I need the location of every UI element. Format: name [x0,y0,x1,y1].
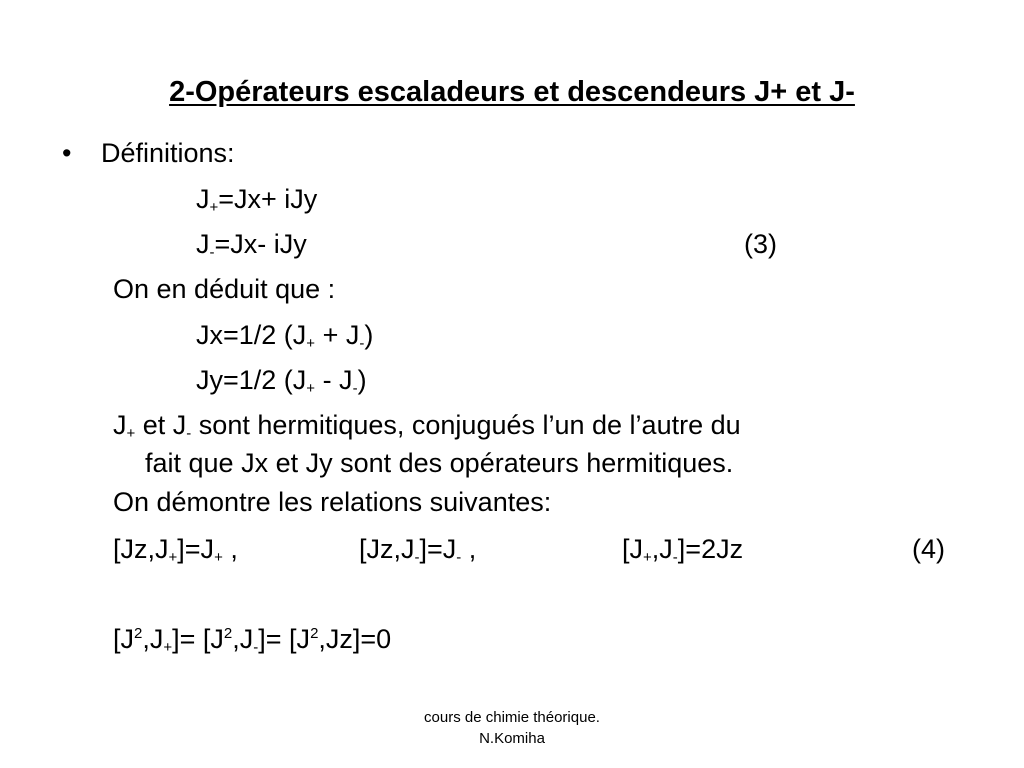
footer-author: N.Komiha [479,730,545,747]
equation-number-3: (3) [744,229,777,259]
definitions-heading: Définitions: [101,138,235,168]
hermitian-statement-line2: fait que Jx et Jy sont des opérateurs hermitiques. [145,448,734,478]
deduction-heading: On en déduit que : [113,274,336,304]
footer-credit [0,707,1024,749]
footer-course-name: cours de chimie théorique. [424,709,600,726]
hermitian-statement-line1: $J_+$ et $J_-$ sont hermitiques, conjugués l’un de l’autre du [113,410,741,442]
jx-expression: Jx=1/2 $(J_+ + J_-)$ [196,320,374,352]
relations-heading: On démontre les relations suivantes: [113,487,552,517]
j-squared-commutators: $[J^2,J_+]= [J^2,J_-]= [J^2,Jz]=0$ [113,624,392,656]
jy-expression: Jy=1/2 $(J_+ - J_-)$ [196,365,367,397]
commutator-jplus-jminus: $[J_+,J_-]=2Jz$ [622,534,744,566]
slide-title: 2-Opérateurs escaladeurs et descendeurs J+ et J- [169,76,855,108]
commutator-jz-jminus: $[Jz,J_-]=J_-$ , [359,534,477,566]
equation-number-4: (4) [912,534,945,564]
commutator-jz-jplus: $[Jz,J_+]=J_+$ , [113,534,238,566]
definition-j-plus: $J_+=Jx+$ iJy [196,184,318,216]
definition-j-minus: $J_-=Jx-$ iJy [196,229,307,261]
bullet-marker: • [62,138,72,168]
